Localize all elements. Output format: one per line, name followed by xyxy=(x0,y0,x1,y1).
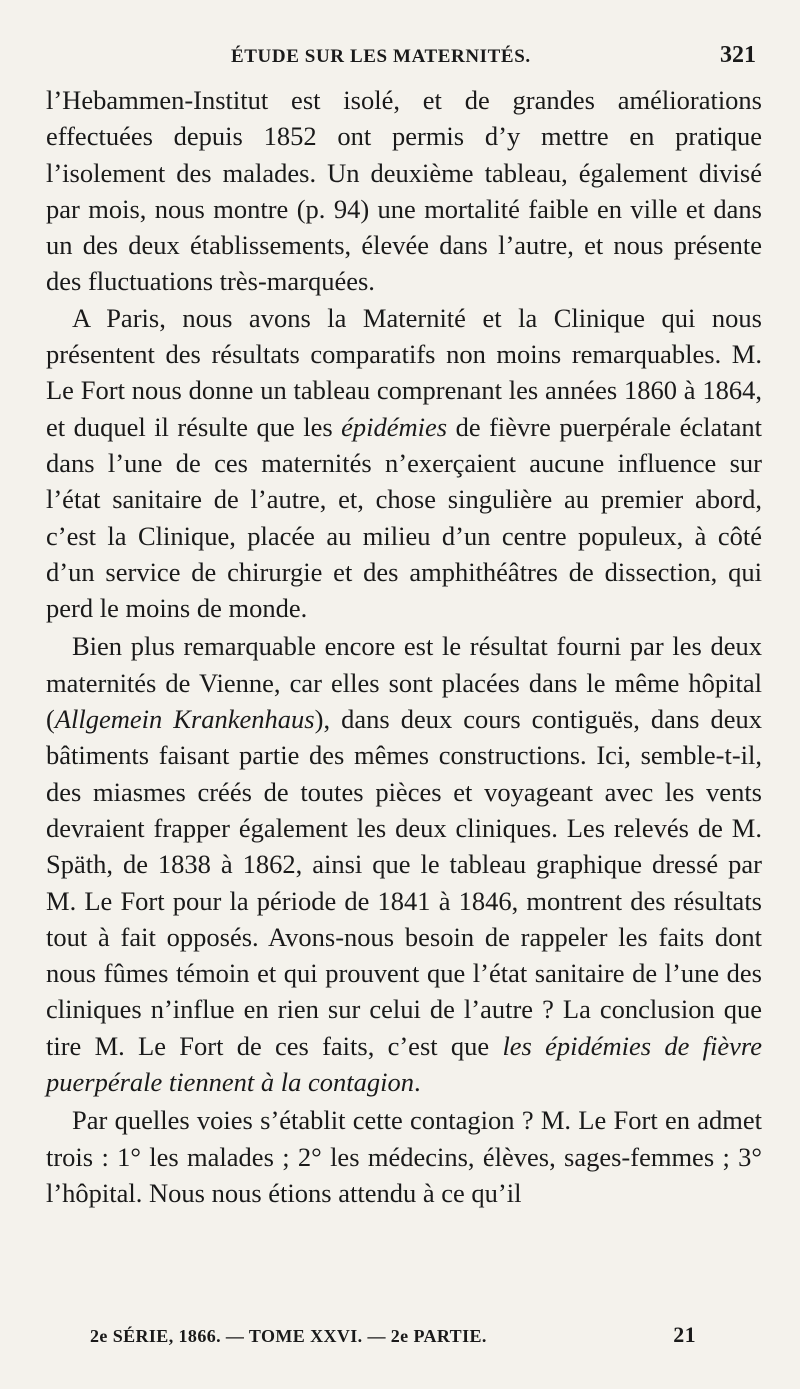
paragraph-text: Par quelles voies s’établit cette contagion ? M. Le Fort en admet trois : 1° les malades ; 2° les médecins, élèves, sages-femmes ; 3° l’hôpital. Nous nous étions attendu à ce qu’il xyxy=(46,1105,762,1208)
page-header xyxy=(46,30,762,82)
paragraph-text: ), dans deux cours contiguës, dans deux bâtiments faisant partie des mêmes constructions. Ici, semble-t-il, des miasmes créés de toutes pièces et voyageant avec les vents devraient frapper également les deux cliniques. Les relevés de M. Späth, de 1838 à 1862, ainsi que le tableau graphique dressé par M. Le Fort pour la période de 1841 à 1846, montrent des résultats tout à fait opposés. Avons-nous besoin de rappeler les faits dont nous fûmes témoin et qui prouvent que l’état sanitaire de l’une des cliniques n’influe en rien sur celui de l’autre ? La conclusion que tire M. Le Fort de ces faits, c’est que xyxy=(46,704,762,1061)
printer-signature: 2e SÉRIE, 1866. — TOME XXVI. — 2e PARTIE. xyxy=(90,1326,487,1346)
paragraph-punctuation: . xyxy=(414,1067,421,1098)
page-number: 321 xyxy=(720,42,756,68)
running-title: ÉTUDE SUR LES MATERNITÉS. xyxy=(231,46,531,67)
emphasized-term: épidémies xyxy=(341,411,448,442)
paragraph-text: de fièvre puerpérale éclatant dans l’une de ces maternités n’exerçaient aucune influence sur l’état sanitaire de l’autre, et, chose singulière au premier abord, c’est la Clinique, placée au milieu d’un centre populeux, à côté d’un service de chirurgie et des amphithéâtres de dissection, qui perd le moins de monde. xyxy=(46,411,763,624)
emphasized-conclusion: les épidémies de fièvre puerpérale tiennent à la contagion xyxy=(46,1030,762,1098)
signature-number: 21 xyxy=(673,1322,696,1347)
body-text xyxy=(46,82,762,1211)
paragraph xyxy=(46,300,762,627)
paragraph-text: A Paris, nous avons la Maternité et la Clinique qui nous présentent des résultats comparatifs non moins remarquables. M. Le Fort nous donne un tableau comprenant les années 1860 à 1864, et duquel il résulte que les xyxy=(46,302,762,442)
paragraph xyxy=(46,628,762,1100)
paragraph xyxy=(46,82,762,300)
emphasized-hospital-name: Allgemein Krankenhaus xyxy=(54,704,315,735)
paragraph-text: Bien plus remarquable encore est le résultat fourni par les deux maternités de Vienne, car elles sont placées dans le même hôpital ( xyxy=(46,631,762,735)
paragraph xyxy=(46,1102,762,1211)
paragraph-text: l’Hebammen-Institut est isolé, et de grandes améliorations effectuées depuis 1852 ont permis d’y mettre en pratique l’isolement des malades. Un deuxième tableau, également divisé par mois, nous montre (p. 94) une mortalité faible en ville et dans un des deux établissements, élevée dans l’autre, et nous présente des fluctuations très-marquées. xyxy=(46,85,762,297)
page-footer xyxy=(90,1322,696,1352)
